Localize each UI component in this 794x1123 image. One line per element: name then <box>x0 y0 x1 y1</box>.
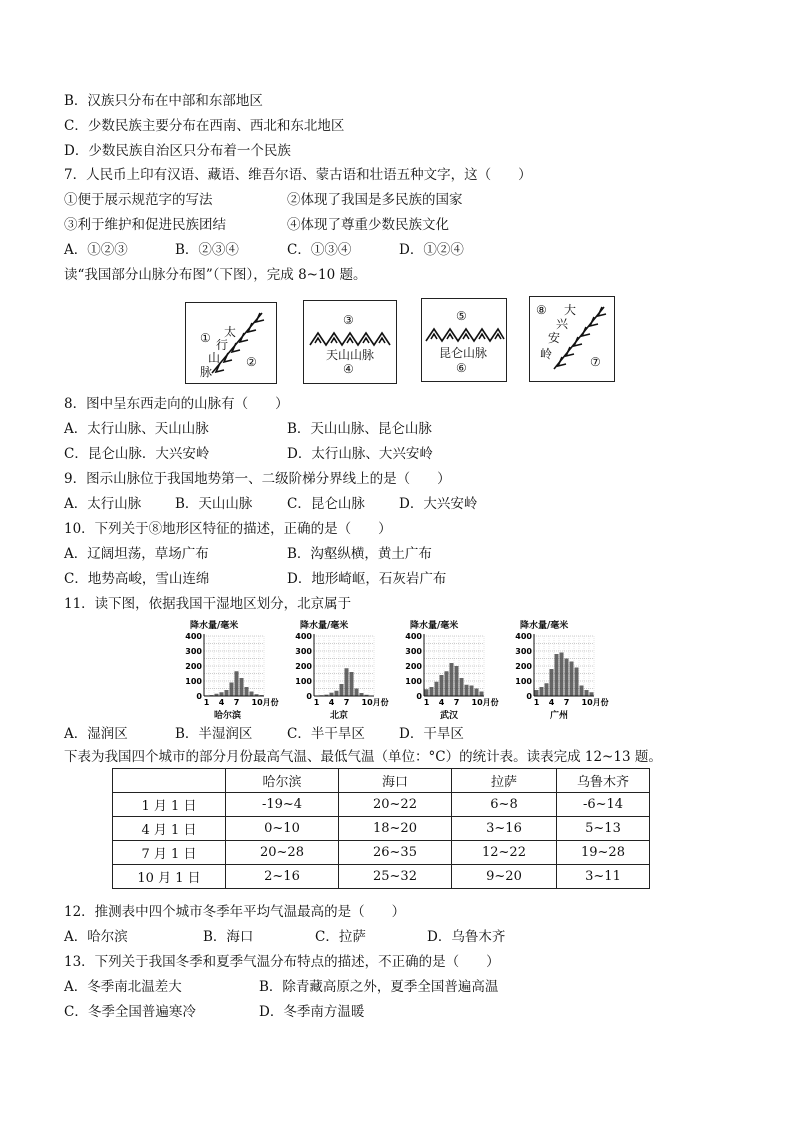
precip-bar <box>425 689 429 696</box>
chart-harbin <box>180 618 280 720</box>
taihang-number-1: ① <box>200 331 211 345</box>
q9-option-d: D．大兴安岭 <box>399 496 478 512</box>
q7-statement-4: ④体现了尊重少数民族文化 <box>287 217 449 233</box>
table-cell: -19~4 <box>226 793 339 817</box>
y-tick-label: 200 <box>295 662 312 671</box>
table-cell: 19~28 <box>557 841 650 865</box>
x-tick-label: 1 <box>533 698 540 707</box>
table-cell: 12~22 <box>452 841 557 865</box>
table-row <box>113 793 650 817</box>
q11-stem: 11．读下图，依据我国干湿地区划分，北京属于 <box>64 596 352 612</box>
y-tick-label: 300 <box>515 647 532 656</box>
y-tick-label: 100 <box>515 677 532 686</box>
q12-option-b: B．海口 <box>203 929 254 945</box>
x-tick-label: 10月份 <box>361 698 389 707</box>
daxinganling-mountain-box <box>529 296 615 382</box>
precip-bar <box>220 692 224 696</box>
precip-bar <box>540 687 544 696</box>
precip-bar <box>455 666 459 696</box>
precip-bar <box>350 672 354 696</box>
chart-guangzhou <box>510 618 610 720</box>
tianshan-mountain-box <box>303 300 397 384</box>
precip-bar <box>440 675 444 696</box>
chart-harbin-title: 降水量/毫米 <box>190 621 239 631</box>
table-cell: 25~32 <box>339 865 452 889</box>
q11-option-a: A．湿润区 <box>64 726 128 742</box>
chart-guangzhou-city: 广州 <box>550 711 569 721</box>
daxinganling-char-2: 兴 <box>556 317 569 331</box>
q6-option-c: C．少数民族主要分布在西南、西北和东北地区 <box>64 118 345 134</box>
taihang-char-3: 山 <box>208 351 221 365</box>
chart-guangzhou-title: 降水量/毫米 <box>520 621 569 631</box>
q6-option-d: D．少数民族自治区只分布着一个民族 <box>64 143 291 159</box>
precip-bar <box>355 689 359 697</box>
precip-bar <box>585 690 589 696</box>
table-cell: 1 月 1 日 <box>113 793 226 817</box>
table-row <box>113 817 650 841</box>
q11-option-d: D．干旱区 <box>399 726 464 742</box>
q7-option-d: D．①②④ <box>399 242 464 258</box>
q13-option-c: C．冬季全国普遍寒冷 <box>64 1004 196 1020</box>
q7-statement-1: ①便于展示规范字的写法 <box>64 192 213 208</box>
precip-bar <box>340 684 344 696</box>
precip-bar <box>245 687 249 696</box>
table-cell: -6~14 <box>557 793 650 817</box>
chart-wuhan <box>400 618 500 720</box>
precip-bar <box>250 692 254 697</box>
chart-guangzhou-plot <box>510 630 610 720</box>
precip-bar <box>465 685 469 696</box>
x-tick-label: 10月份 <box>251 698 279 707</box>
chart-wuhan-title: 降水量/毫米 <box>410 621 459 631</box>
chart-harbin-city: 哈尔滨 <box>214 711 242 721</box>
q13-option-d: D．冬季南方温暖 <box>259 1004 365 1020</box>
tianshan-number-3: ③ <box>343 313 354 327</box>
q10-option-a: A．辽阔坦荡，草场广布 <box>64 546 209 562</box>
daxinganling-number-8: ⑧ <box>536 303 547 317</box>
x-tick-label: 4 <box>548 698 555 707</box>
q7-option-c: C．①③④ <box>287 242 352 258</box>
table-cell: 26~35 <box>339 841 452 865</box>
precip-bar <box>560 653 564 697</box>
taihang-char-1: 太 <box>224 325 237 339</box>
q9-option-a: A．太行山脉 <box>64 496 142 512</box>
y-tick-label: 400 <box>185 632 202 641</box>
chart-wuhan-plot <box>400 630 500 720</box>
daxinganling-number-7: ⑦ <box>590 355 601 369</box>
precip-bar <box>450 663 454 696</box>
q12-option-c: C．拉萨 <box>315 929 366 945</box>
taihang-number-2: ② <box>246 355 257 369</box>
table-cell: 0~10 <box>226 817 339 841</box>
precip-bar <box>480 692 484 697</box>
q8-option-c: C．昆仑山脉．大兴安岭 <box>64 446 210 462</box>
table-cell: 18~20 <box>339 817 452 841</box>
q8-stem: 8．图中呈东西走向的山脉有（ ） <box>64 396 289 412</box>
y-tick-label: 400 <box>405 632 422 641</box>
q7-stem: 7．人民币上印有汉语、藏语、维吾尔语、蒙古语和壮语五种文字，这（ ） <box>64 167 532 183</box>
q13-stem: 13．下列关于我国冬季和夏季气温分布特点的描述，不正确的是（ ） <box>64 954 500 970</box>
q10-option-c: C．地势高峻，雪山连绵 <box>64 571 210 587</box>
q8-option-d: D．太行山脉、大兴安岭 <box>287 446 433 462</box>
x-tick-label: 4 <box>328 698 335 707</box>
precip-bar <box>565 659 569 697</box>
q10-option-b: B．沟壑纵横，黄土广布 <box>287 546 432 562</box>
x-tick-label: 1 <box>423 698 430 707</box>
precip-bar <box>230 683 234 697</box>
precip-bar <box>470 686 474 697</box>
taihang-char-2: 行 <box>216 338 229 352</box>
q12-option-a: A．哈尔滨 <box>64 929 128 945</box>
precip-bar <box>445 671 449 696</box>
chart-beijing <box>290 618 390 720</box>
table-header-cell <box>113 769 226 793</box>
precip-bar <box>430 687 434 696</box>
q11-option-b: B．半湿润区 <box>175 726 253 742</box>
q11-option-c: C．半干旱区 <box>287 726 365 742</box>
y-tick-label: 100 <box>295 677 312 686</box>
y-tick-label: 0 <box>306 692 312 701</box>
daxinganling-char-3: 安 <box>548 331 561 345</box>
tianshan-label: 天山山脉 <box>326 348 375 362</box>
y-tick-label: 300 <box>405 647 422 656</box>
precip-bar <box>590 692 594 696</box>
q9-option-c: C．昆仑山脉 <box>287 496 365 512</box>
y-tick-label: 300 <box>295 647 312 656</box>
x-tick-label: 1 <box>203 698 210 707</box>
precip-bar <box>555 654 559 696</box>
table-header-cell: 乌鲁木齐 <box>557 769 650 793</box>
q7-statement-3: ③利于维护和促进民族团结 <box>64 217 226 233</box>
y-tick-label: 400 <box>515 632 532 641</box>
table-cell: 3~11 <box>557 865 650 889</box>
x-tick-label: 4 <box>218 698 225 707</box>
table-cell: 7 月 1 日 <box>113 841 226 865</box>
q10-stem: 10．下列关于⑧地形区特征的描述，正确的是（ ） <box>64 521 392 537</box>
x-tick-label: 7 <box>233 698 240 707</box>
q10-option-d: D．地形崎岖，石灰岩广布 <box>287 571 447 587</box>
precip-bar <box>580 686 584 697</box>
chart-beijing-city: 北京 <box>330 711 349 721</box>
precip-bar <box>460 678 464 696</box>
kunlun-mountain-box <box>421 298 507 382</box>
q12-stem: 12．推测表中四个城市冬季年平均气温最高的是（ ） <box>64 904 406 920</box>
y-tick-label: 0 <box>416 692 422 701</box>
x-tick-label: 7 <box>453 698 460 707</box>
kunlun-label: 昆仑山脉 <box>439 346 488 360</box>
table-cell: 3~16 <box>452 817 557 841</box>
q12-option-d: D．乌鲁木齐 <box>427 929 506 945</box>
precip-bar <box>240 678 244 696</box>
precip-bar <box>545 683 549 696</box>
table-cell: 20~22 <box>339 793 452 817</box>
q7-option-a: A．①②③ <box>64 242 128 258</box>
kunlun-number-6: ⑥ <box>456 361 467 375</box>
y-tick-label: 0 <box>526 692 532 701</box>
y-tick-label: 400 <box>295 632 312 641</box>
y-tick-label: 200 <box>515 662 532 671</box>
table-cell: 4 月 1 日 <box>113 817 226 841</box>
precip-bar <box>575 668 579 697</box>
table-cell: 2~16 <box>226 865 339 889</box>
x-tick-label: 1 <box>313 698 320 707</box>
y-tick-label: 100 <box>185 677 202 686</box>
table-cell: 9~20 <box>452 865 557 889</box>
table-row <box>113 841 650 865</box>
q13-option-a: A．冬季南北温差大 <box>64 979 182 995</box>
y-tick-label: 0 <box>196 692 202 701</box>
x-tick-label: 10月份 <box>581 698 609 707</box>
precip-bar <box>435 682 439 696</box>
temperature-table <box>112 768 650 889</box>
table-cell: 10 月 1 日 <box>113 865 226 889</box>
q7-option-b: B．②③④ <box>175 242 239 258</box>
table-header-row <box>113 769 650 793</box>
intro-8-10: 读“我国部分山脉分布图”（下图），完成 8~10 题。 <box>64 267 367 283</box>
precip-bar <box>335 691 339 696</box>
table-header-cell: 海口 <box>339 769 452 793</box>
y-tick-label: 200 <box>185 662 202 671</box>
precip-bar <box>475 689 479 697</box>
table-cell: 5~13 <box>557 817 650 841</box>
q8-option-a: A．太行山脉、天山山脉 <box>64 421 209 437</box>
q8-option-b: B．天山山脉、昆仑山脉 <box>287 421 432 437</box>
tianshan-number-4: ④ <box>343 362 354 376</box>
taihang-char-4: 脉 <box>200 365 213 379</box>
precip-bar <box>570 662 574 697</box>
precip-bar <box>345 668 349 696</box>
x-tick-label: 10月份 <box>471 698 499 707</box>
y-tick-label: 200 <box>405 662 422 671</box>
x-tick-label: 7 <box>563 698 570 707</box>
y-tick-label: 300 <box>185 647 202 656</box>
x-tick-label: 7 <box>343 698 350 707</box>
y-tick-label: 100 <box>405 677 422 686</box>
daxinganling-char-1: 大 <box>564 303 577 317</box>
chart-beijing-title: 降水量/毫米 <box>300 621 349 631</box>
chart-harbin-plot <box>180 630 280 720</box>
table-cell: 6~8 <box>452 793 557 817</box>
q9-stem: 9．图示山脉位于我国地势第一、二级阶梯分界线上的是（ ） <box>64 471 451 487</box>
intro-12-13: 下表为我国四个城市的部分月份最高气温、最低气温（单位：°C）的统计表。读表完成 12~13 题。 <box>64 749 662 765</box>
daxinganling-char-4: 岭 <box>540 347 553 361</box>
chart-wuhan-city: 武汉 <box>440 711 459 721</box>
precip-bar <box>550 669 554 696</box>
table-header-cell: 哈尔滨 <box>226 769 339 793</box>
q9-option-b: B．天山山脉 <box>175 496 253 512</box>
table-header-cell: 拉萨 <box>452 769 557 793</box>
precip-bar <box>225 690 229 696</box>
taihang-mountain-box <box>185 302 277 384</box>
q7-statement-2: ②体现了我国是多民族的国家 <box>287 192 463 208</box>
x-tick-label: 4 <box>438 698 445 707</box>
kunlun-number-5: ⑤ <box>456 309 467 323</box>
precip-bar <box>235 671 239 696</box>
q13-option-b: B．除青藏高原之外，夏季全国普遍高温 <box>259 979 499 995</box>
precip-bar <box>535 690 539 696</box>
q6-option-b: B．汉族只分布在中部和东部地区 <box>64 93 263 109</box>
table-row <box>113 865 650 889</box>
chart-beijing-plot <box>290 630 390 720</box>
table-cell: 20~28 <box>226 841 339 865</box>
